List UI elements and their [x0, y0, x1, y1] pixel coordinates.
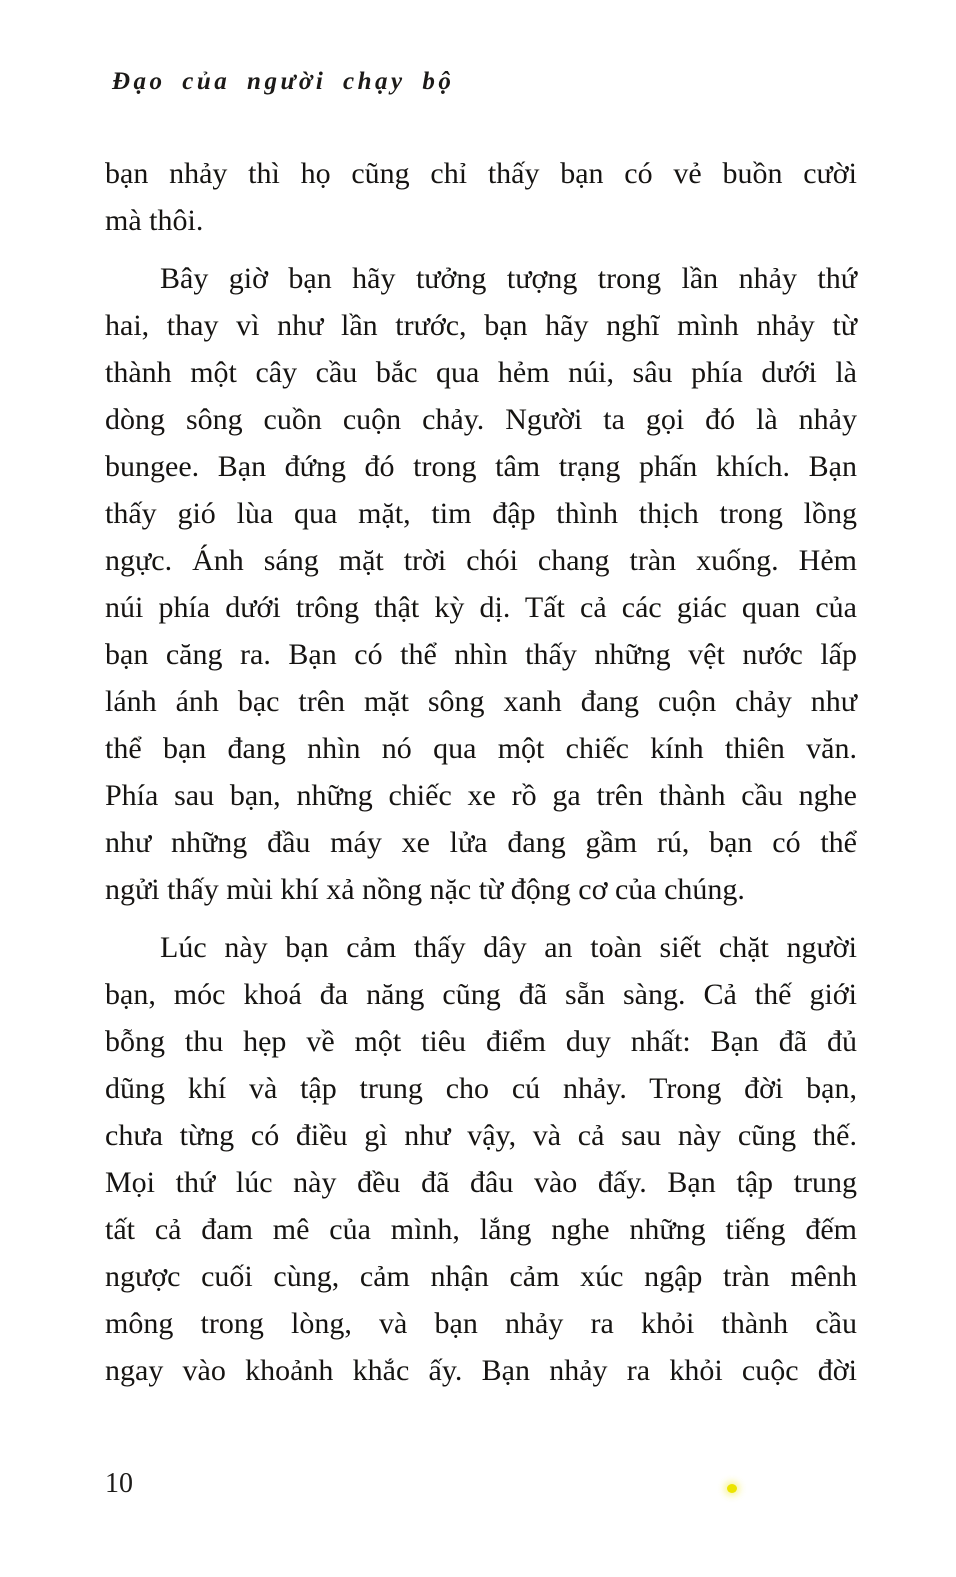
text-line: bạn nhảy thì họ cũng chỉ thấy bạn có vẻ buồn cười: [105, 157, 857, 190]
text-line: dòng sông cuồn cuộn chảy. Người ta gọi đó là nhảy: [105, 403, 857, 436]
text-line: Lúc này bạn cảm thấy dây an toàn siết chặt người: [160, 931, 857, 964]
text-line: thành một cây cầu bắc qua hẻm núi, sâu phía dưới là: [105, 356, 857, 389]
text-line: núi phía dưới trông thật kỳ dị. Tất cả các giác quan của: [105, 591, 857, 624]
text-line: bạn căng ra. Bạn có thể nhìn thấy những vệt nước lấp: [105, 638, 857, 671]
text-line: hai, thay vì như lần trước, bạn hãy nghĩ mình nhảy từ: [105, 309, 857, 342]
text-line: ngực. Ánh sáng mặt trời chói chang tràn xuống. Hẻm: [105, 544, 857, 577]
text-line: lánh ánh bạc trên mặt sông xanh đang cuộn chảy như: [105, 685, 857, 718]
text-line: như những đầu máy xe lửa đang gầm rú, bạn có thể: [105, 826, 857, 859]
text-line: thấy gió lùa qua mặt, tim đập thình thịch trong lồng: [105, 497, 857, 530]
text-line: thể bạn đang nhìn nó qua một chiếc kính thiên văn.: [105, 732, 857, 765]
text-line: Mọi thứ lúc này đều đã đâu vào đấy. Bạn tập trung: [105, 1166, 857, 1199]
text-line: ngược cuối cùng, cảm nhận cảm xúc ngập tràn mênh: [105, 1260, 857, 1293]
text-line: bỗng thu hẹp về một tiêu điểm duy nhất: Bạn đã đủ: [105, 1025, 857, 1058]
text-line: mông trong lòng, và bạn nhảy ra khỏi thành cầu: [105, 1307, 857, 1340]
text-line: bạn, móc khoá đa năng cũng đã sẵn sàng. Cả thế giới: [105, 978, 857, 1011]
text-line: ngay vào khoảnh khắc ấy. Bạn nhảy ra khỏi cuộc đời: [105, 1354, 857, 1387]
paragraph: [105, 924, 857, 1394]
scan-artifact-dot: [727, 1484, 737, 1493]
running-header: Đạo của người chạy bộ: [112, 68, 455, 95]
text-line: dũng khí và tập trung cho cú nhảy. Trong đời bạn,: [105, 1072, 857, 1105]
paragraph: [105, 150, 857, 244]
text-line: mà thôi.: [105, 204, 204, 237]
text-line: tất cả đam mê của mình, lắng nghe những tiếng đếm: [105, 1213, 857, 1246]
page-number: 10: [105, 1468, 133, 1499]
text-line: Bây giờ bạn hãy tưởng tượng trong lần nhảy thứ: [160, 262, 857, 295]
text-line: bungee. Bạn đứng đó trong tâm trạng phấn khích. Bạn: [105, 450, 857, 483]
text-line: ngửi thấy mùi khí xả nồng nặc từ động cơ của chúng.: [105, 873, 745, 906]
text-line: chưa từng có điều gì như vậy, và cả sau này cũng thế.: [105, 1119, 857, 1152]
text-line: Phía sau bạn, những chiếc xe rồ ga trên thành cầu nghe: [105, 779, 857, 812]
body-text: [105, 150, 857, 1405]
paragraph: [105, 255, 857, 913]
